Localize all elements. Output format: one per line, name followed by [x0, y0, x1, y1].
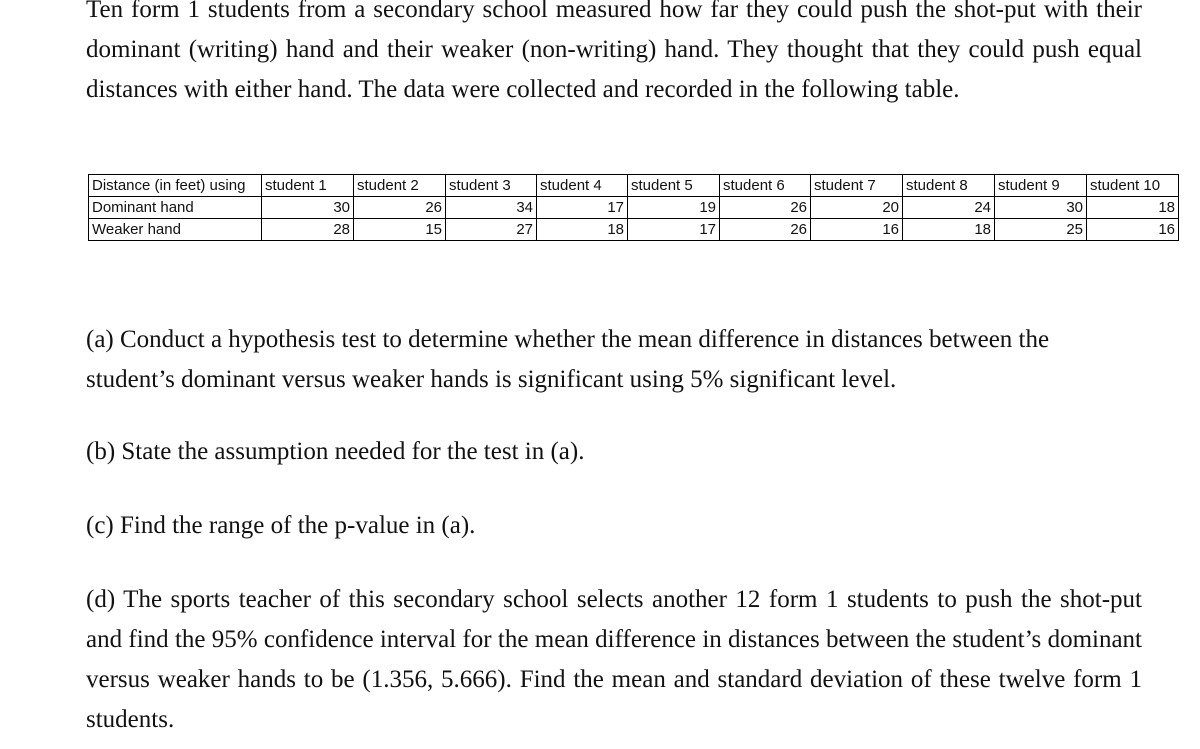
question-a: (a) Conduct a hypothesis test to determine whether the mean difference in distances between the student’s dominant versus weaker hands is significant using 5% significant level.	[86, 326, 1050, 393]
column-header: student 1	[262, 175, 354, 197]
column-header: student 7	[811, 175, 903, 197]
question-b: (b) State the assumption needed for the test in (a).	[86, 438, 585, 465]
row-label: Weaker hand	[89, 219, 262, 241]
table-cell: 30	[262, 197, 354, 219]
table-cell: 17	[628, 219, 720, 241]
table-cell: 15	[354, 219, 446, 241]
table-cell: 26	[720, 197, 811, 219]
table-cell: 27	[446, 219, 537, 241]
table-cell: 20	[811, 197, 903, 219]
table-cell: 24	[903, 197, 995, 219]
column-header: student 10	[1087, 175, 1179, 197]
column-header: student 4	[537, 175, 628, 197]
table-cell: 18	[903, 219, 995, 241]
table-cell: 18	[1087, 197, 1179, 219]
column-header: student 6	[720, 175, 811, 197]
column-header: student 3	[446, 175, 537, 197]
column-header: student 9	[995, 175, 1087, 197]
table-cell: 34	[446, 197, 537, 219]
table-cell: 30	[995, 197, 1087, 219]
table-cell: 26	[354, 197, 446, 219]
table-cell: 16	[811, 219, 903, 241]
column-header: student 8	[903, 175, 995, 197]
table-cell: 17	[537, 197, 628, 219]
question-d: (d) The sports teacher of this secondary school selects another 12 form 1 students to push the shot-put and find the 95% confidence interval for the mean difference in distances between the student’s dominant versus weaker hands to be (1.356, 5.666). Find the mean and standard deviation of these twelve form 1 students.	[86, 586, 1142, 733]
table-row-weaker	[89, 219, 1179, 241]
table-cell: 25	[995, 219, 1087, 241]
intro-paragraph: Ten form 1 students from a secondary school measured how far they could push the shot-put with their dominant (writing) hand and their weaker (non-writing) hand. They thought that they could push equal distances with either hand. The data were collected and recorded in the following table.	[86, 0, 1142, 103]
table-header-row	[89, 175, 1179, 197]
row-label: Dominant hand	[89, 197, 262, 219]
table-cell: 16	[1087, 219, 1179, 241]
table-header-label: Distance (in feet) using	[89, 175, 262, 197]
question-c: (c) Find the range of the p-value in (a).	[86, 512, 476, 539]
table-cell: 19	[628, 197, 720, 219]
distance-table	[88, 174, 1179, 241]
column-header: student 2	[354, 175, 446, 197]
table-cell: 18	[537, 219, 628, 241]
table-row-dominant	[89, 197, 1179, 219]
table-cell: 28	[262, 219, 354, 241]
table-cell: 26	[720, 219, 811, 241]
column-header: student 5	[628, 175, 720, 197]
